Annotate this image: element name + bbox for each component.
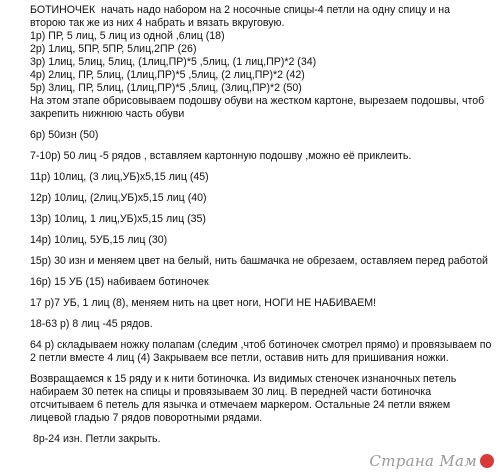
logo-icon <box>480 454 494 468</box>
text-line: второю так же из них 4 набрать и вязать вкруговую. <box>30 17 285 29</box>
watermark-text: Страна Мам <box>369 452 477 470</box>
text-line: 11р) 10лиц, (3 лиц,УБ)x5,15 лиц (45) <box>30 171 209 183</box>
text-paragraph: 15р) 30 изн и меняем цвет на белый, нить башмачка не обрезаем, оставляем перед работой <box>30 255 488 267</box>
text-line: 2р) 1лиц, 5ПР, 5ПР, 5лиц,2ПР (26) <box>30 43 197 55</box>
document-body <box>30 4 492 446</box>
text-line: 4р) 2лиц, ПР, 5лиц, (1лиц,ПР)*5 ,5лиц, (2 лиц,ПР)*2 (42) <box>30 69 305 81</box>
text-line: 1р) ПР, 5 лиц, 5 лиц из одной ,6лиц (18) <box>30 30 225 42</box>
text-line: 14р) 10лиц, 5УБ,15 лиц (30) <box>30 234 168 246</box>
text-line: 5р) 3лиц, ПР, 5лиц, (1лиц,ПР)*5 ,5лиц, (3лиц,ПР)*2 (50) <box>30 82 302 94</box>
text-line: 13р) 10лиц, 1 лиц,УБ)x5,15 лиц (35) <box>30 213 206 225</box>
text-line: 18-63 р) 8 лиц -45 рядов. <box>30 318 153 330</box>
text-line: 12р) 10лиц, (2лиц,УБ)x5,15 лиц (40) <box>30 192 207 204</box>
text-paragraph: Возвращаемся к 15 ряду и к нити ботиночка. Из видимых стеночек изнаночных петель набираем 30 петек на спицы и провязываем 30 лиц. В передней части ботиночка отсчитываем 6 петель для язычка и отмечаем маркером. Остальные 24 петли вяжем лицевой гладью 7 рядов поворотными рядами. <box>30 373 457 424</box>
text-line: 3р) 1лиц, 5лиц, 5лиц, (1лиц,ПР)*5 ,5лиц, (1 лиц,ПР)*2 (34) <box>30 56 317 68</box>
text-line: БОТИНОЧЕК начать надо набором на 2 носочные спицы-4 петли на одну спицу и на <box>30 4 451 16</box>
text-line: 7-10р) 50 лиц -5 рядов , вставляем картонную подошву ,можно её приклеить. <box>30 150 412 162</box>
text-line: 6р) 50изн (50) <box>30 129 99 141</box>
watermark-logo <box>369 454 494 468</box>
text-line: 8р-24 изн. Петли закрыть. <box>30 433 161 445</box>
text-paragraph: 64 р) складываем ножку полапам (следим ,чтоб ботиночек смотрел прямо) и провязываем по 2 петли вместе 4 лиц (4) Закрываем все петли, оставив нить для пришивания ножки. <box>30 339 492 364</box>
text-line: 17 р)7 УБ, 1 лиц (8), меняем нить на цвет ноги, НОГИ НЕ НАБИВАЕМ! <box>30 297 377 309</box>
text-paragraph: На этом этапе обрисовываем подошву обуви на жестком картоне, вырезаем подошвы, чтоб закрепить нижнюю часть обуви <box>30 95 485 120</box>
text-line: 16р) 15 УБ (15) набиваем ботиночек <box>30 276 209 288</box>
